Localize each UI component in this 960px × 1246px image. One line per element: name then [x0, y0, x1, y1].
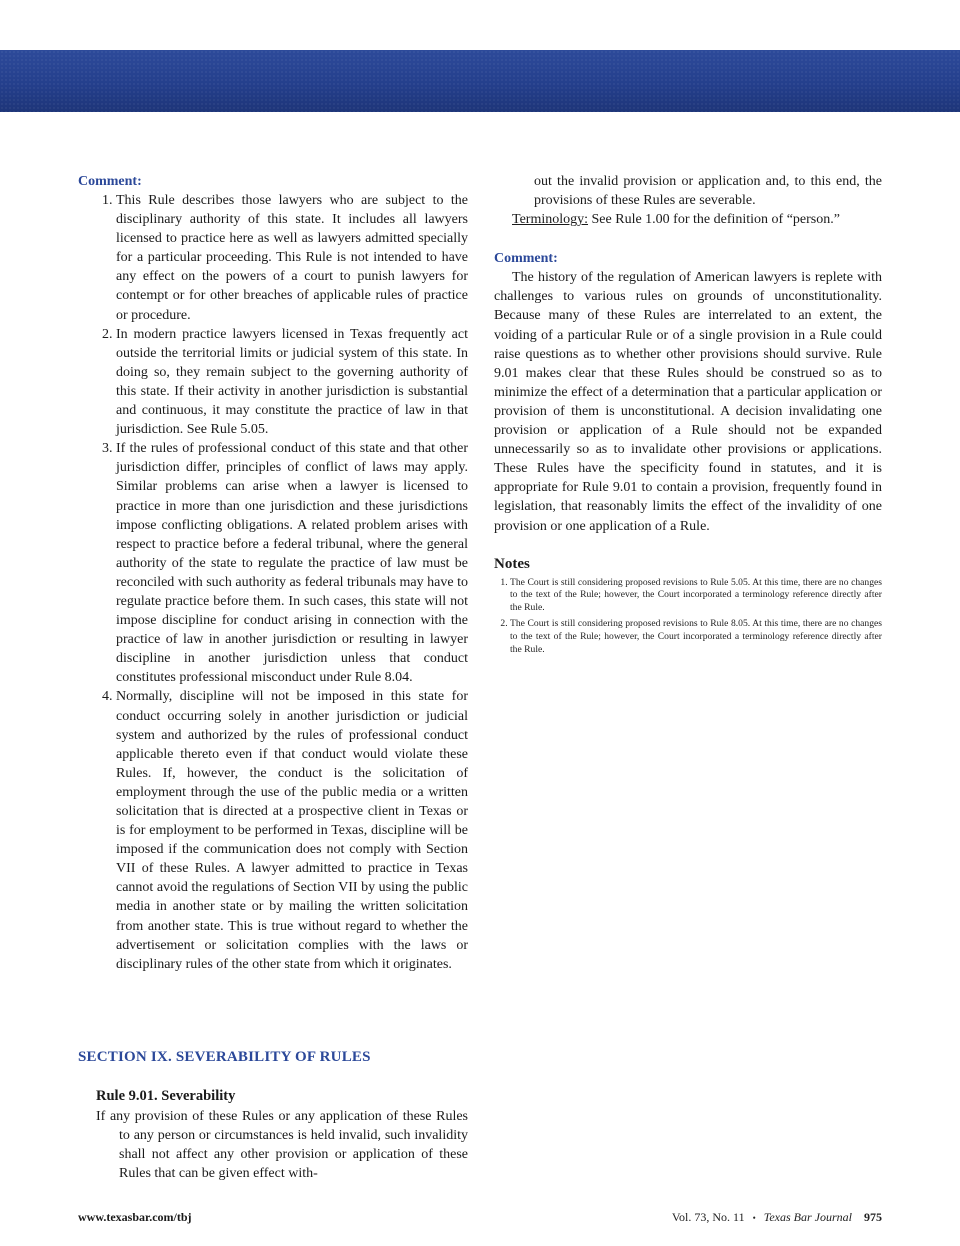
notes-list	[494, 577, 882, 657]
section-title: SECTION IX. SEVERABILITY OF RULES	[78, 1049, 371, 1065]
rule-text: If any provision of these Rules or any application of these Rules to any person or circumstances is held invalid, such invalidity shall not affect any other provision or application of these Rules that can be given effect with-	[96, 1109, 468, 1182]
left-column	[78, 172, 468, 974]
rule-title: Rule 9.01. Severability	[96, 1088, 236, 1104]
terminology-label: Terminology:	[512, 212, 589, 228]
footer-issue-info	[672, 1210, 882, 1225]
comment-paragraph: The history of the regulation of American lawyers is replete with challenges to various rules on grounds of unconstitutionality. Because many of these Rules are interrelated to an extent, the voiding of a particular Rule or of a single provision in a Rule could raise questions as to whether other provisions should survive. Rule 9.01 makes clear that these Rules should be construed so as to minimize the effect of a determination that a particular application or provision of them is unconstitutional. A decision invalidating one provision or application of a Rule should not be expanded unnecessarily so as to invalidate other provisions or applications. These Rules have the specificity found in statutes, and it is appropriate for Rule 9.01 to contain a provision, frequently found in legislation, that reasonably limits the effect of the invalidity of one provision or one application of a Rule.	[494, 270, 882, 534]
comment-heading-2: Comment:	[494, 251, 558, 267]
note-item-1: 1. The Court is still considering proposed revisions to Rule 5.05. At this time, there are no changes to the text of the Rule; however, the Court incorporated a terminology reference directly after the Rule.	[510, 577, 882, 615]
comment-list	[78, 191, 468, 974]
right-column	[494, 172, 882, 660]
rule-continuation: out the invalid provision or application and, to this end, the provisions of these Rules are severable.	[534, 174, 882, 209]
footer-website-link[interactable]: www.texasbar.com/tbj	[78, 1210, 192, 1224]
comment-item-3: 3. If the rules of professional conduct of this state and that other jurisdiction differ, principles of conflict of laws may apply. Similar problems can arise when a lawyer is licensed to practice in more than one jurisdiction and these jurisdictions impose conflicting obligations. A related problem arises with respect to practice before a federal tribunal, where the general authority of the state to regulate the practice of law must be reconciled with such authority as federal tribunals may have to regulate practice before them. In such cases, this state will not impose discipline for conduct arising in connection with the practice of law in another jurisdiction or resulting in lawyer discipline in another jurisdiction unless that conduct constitutes professional misconduct under Rule 8.04.	[116, 439, 468, 687]
header-banner	[0, 50, 960, 112]
terminology-text: See Rule 1.00 for the definition of “person.”	[588, 212, 840, 228]
footer-volume: Vol. 73, No. 11	[671, 1210, 745, 1224]
comment-heading: Comment:	[78, 174, 142, 189]
comment-item-1: 1. This Rule describes those lawyers who are subject to the disciplinary authority of this state. It includes all lawyers licensed to practice here as well as lawyers admitted specially for a particular proceeding. This Rule is not intended to have any effect on the powers of a court to punish lawyers for contempt or for other breaches of applicable rules of practice or procedure.	[116, 191, 468, 325]
notes-heading: Notes	[494, 555, 530, 572]
footer-journal: Texas Bar Journal	[763, 1210, 852, 1224]
page-number: 975	[864, 1210, 882, 1224]
terminology-line	[494, 210, 882, 229]
footer-bullet: •	[752, 1213, 756, 1223]
comment-item-2: 2. In modern practice lawyers licensed in Texas frequently act outside the territorial limits or judicial system of this state. In doing so, they remain subject to the governing authority of this state. If their activity in another jurisdiction is substantial and continuous, it may constitute the practice of law in that jurisdiction. See Rule 5.05.	[116, 325, 468, 440]
comment-item-4: 4. Normally, discipline will not be imposed in this state for conduct occurring solely in another jurisdiction or judicial system and authorized by the rules of professional conduct applicable thereto even if that conduct would violate these Rules. If, however, the conduct is the solicitation of employment through the use of the public media or a written solicitation that is directed at a prospective client in Texas or is for employment to be performed in Texas, discipline will be imposed if the communication does not comply with Section VII of these Rules. A lawyer admitted to practice in Texas cannot avoid the regulations of Section VII by using the public media in another state or by mailing the written solicitation from another state. This is true without regard to whether the advertisement or solicitation complies with the laws or disciplinary rules of the other state from which it originates.	[116, 687, 468, 973]
note-item-2: 2. The Court is still considering proposed revisions to Rule 8.05. At this time, there are no changes to the text of the Rule; however, the Court incorporated a terminology reference directly after the Rule.	[510, 618, 882, 656]
page-footer	[78, 1210, 882, 1225]
